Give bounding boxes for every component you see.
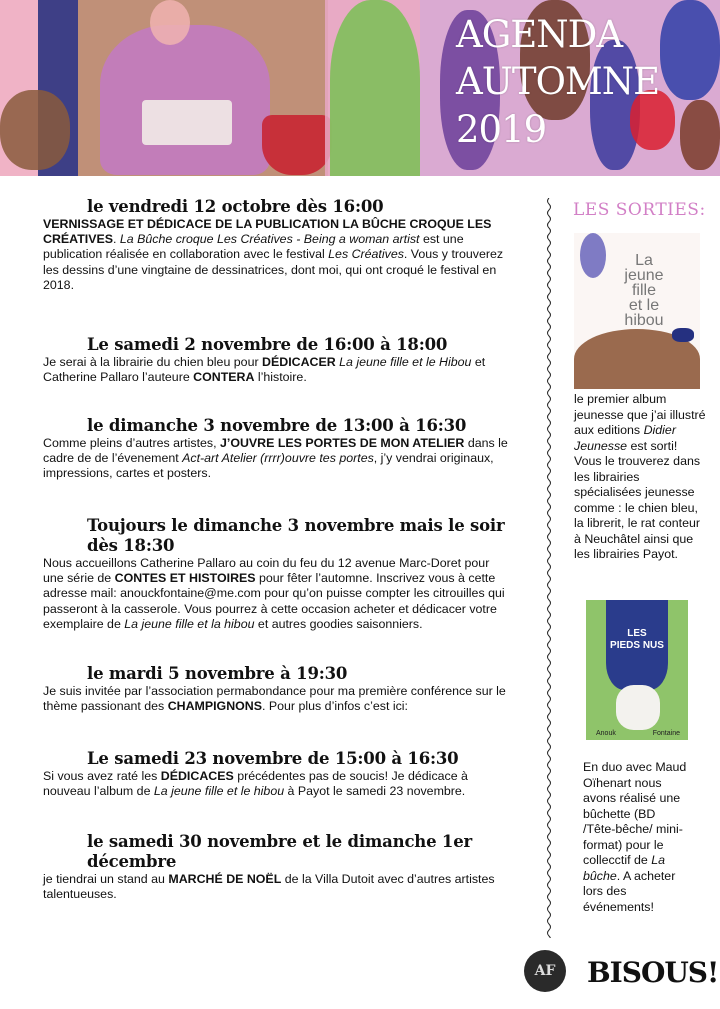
bold-text: DÉDICACER [262,355,336,369]
event-date-heading [87,516,513,556]
italic-text: Didier Jeunesse [574,423,676,453]
text-run: le premier album jeunesse que j’ai illustré aux editions [574,392,706,437]
text-run: Comme pleins d’autres artistes, [43,436,220,450]
event-date-heading [87,664,513,684]
event-description [43,769,513,799]
event-item [43,749,513,799]
event-item [43,197,513,293]
event-date-heading [87,416,513,436]
cover-title-line: et le [628,297,660,314]
text-run: précédentes pas de soucis! Je dédicace à nouveau l’album de [43,769,468,799]
book-cover-la-jeune-fille-et-le-hibou [574,233,700,389]
bold-text: CHAMPIGNONS [167,699,262,714]
cover-title-line: LES [627,628,647,639]
text-run: Nous accueillons Catherine Pallaro au coin du feu du 12 avenue Marc-Doret pour une série de [43,556,490,586]
bold-text: DÉDICACES [160,769,234,783]
sidebar-title: LES SORTIES: [573,200,706,220]
text-run: à Payot le samedi 23 novembre. [284,784,466,799]
cover-title-line: PIEDS NUS [610,640,664,651]
italic-text: La jeune fille et le Hibou [339,355,472,369]
italic-text: La bûche [583,853,665,883]
wavy-divider [543,198,555,938]
cover-title-line: jeune [624,267,664,284]
event-date-heading [87,832,513,872]
event-description [43,556,513,632]
event-item [43,335,513,385]
banner-title-line: AGENDA [456,13,623,56]
bold-text: VERNISSAGE ET DÉDICACE DE LA PUBLICATION LA BÛCHE CROQUE LES CRÉATIVES [43,217,492,247]
heading-line: le vendredi 12 octobre dès 16:00 [87,197,384,216]
event-date-heading [87,335,513,355]
text-run: Je suis invitée par l’association permabondance pour ma première conférence sur le thème passionant des [43,684,506,714]
heading-line: Toujours le dimanche 3 novembre mais le soir [87,516,505,535]
heading-line: Le samedi 2 novembre de 16:00 à 18:00 [87,335,448,354]
text-run: . Pour plus d’infos c’est ici: [262,699,408,714]
event-description [43,872,513,902]
cover-title-line: hibou [624,312,664,329]
heading-line: dès 18:30 [87,536,175,555]
bold-text: CONTES ET HISTOIRES [114,571,256,586]
event-date-heading [87,197,513,217]
banner-title-line: 2019 [456,108,547,151]
af-logo [524,950,566,992]
text-run: est une publication réalisée en collaboration avec le festival [43,232,464,262]
event-description [43,217,513,293]
text-run: et Catherine Pallaro l’auteure [43,355,486,385]
italic-text: Act-art Atelier (rrrr)ouvre tes portes [182,451,374,466]
heading-line: le dimanche 3 novembre de 13:00 à 16:30 [87,416,467,435]
text-run: je tiendrai un stand au [43,872,169,886]
text-run: . [113,232,120,247]
bold-text: MARCHÉ DE NOËL [168,872,282,886]
text-run: est sorti! Vous le trouverez dans les librairies spécialisées jeunesse comme : le chien bleu, la librerit, le rat conteur à Neuchâtel ainsi que les librairies Payot. [574,438,701,561]
event-description [43,355,513,385]
italic-text: La jeune fille et le hibou [153,784,285,799]
italic-text: La jeune fille et la hibou [124,616,255,631]
cover-title-line: fille [631,282,656,299]
text-run: dans le cadre de de l’évenement [43,436,508,466]
heading-line: Le samedi 23 novembre de 15:00 à 16:30 [87,749,459,768]
bold-text: J’OUVRE LES PORTES DE MON ATELIER [219,436,465,450]
cover-author: Fontaine [652,730,680,737]
event-description [43,436,513,482]
bold-text: CONTERA [193,370,255,385]
text-run: . A acheter lors des événements! [583,868,676,914]
sign-off: BISOUS! [587,956,719,989]
event-item [43,416,513,482]
banner-title-line: AUTOMNE [456,60,660,103]
text-run: Si vous avez raté les [43,769,161,783]
event-date-heading [87,749,513,769]
book1-description [574,392,706,563]
event-description [43,684,513,714]
header-banner [0,0,720,176]
text-run: . Vous y trouverez les dessins d’une vingtaine de dessinatrices, dont moi, qui ont croqué le festival en 2018. [43,247,504,292]
event-item [43,832,513,902]
event-item [43,516,513,632]
cover-author: Anouk [596,730,616,737]
cover-title-line: La [635,252,653,269]
italic-text: La Bûche croque Les Créatives - Being a woman artist [119,232,420,247]
book2-description [583,760,691,915]
text-run: l’histoire. [254,370,307,385]
text-run: Je serai à la librairie du chien bleu pour [43,355,263,369]
italic-text: Les Créatives [328,247,404,262]
event-item [43,664,513,714]
text-run: pour fêter l’automne. Inscrivez vous à cette adresse mail: anouckfontaine@me.com pour qu’on puisse compter les citrouilles qui passeront à la casserole. Vous pourrez à cette occasion acheter et dédicacer votre exemplaire de [43,571,505,631]
text-run: et autres goodies saisonniers. [254,616,423,631]
book-cover-les-pieds-nus [586,600,688,740]
heading-line: décembre [87,852,177,871]
text-run: de la Villa Dutoit avec d’autres artistes talentueuses. [43,872,495,902]
heading-line: le samedi 30 novembre et le dimanche 1er [87,832,473,851]
text-run: , j’y vendrai originaux, impressions, cartes et posters. [43,451,494,481]
logo-text: AF [534,963,556,979]
text-run: En duo avec Maud Oïhenart nous avons réalisé une bûchette (BD /Tête-bêche/ mini-format) pour le collecctif de [583,760,687,867]
heading-line: le mardi 5 novembre à 19:30 [87,664,348,683]
